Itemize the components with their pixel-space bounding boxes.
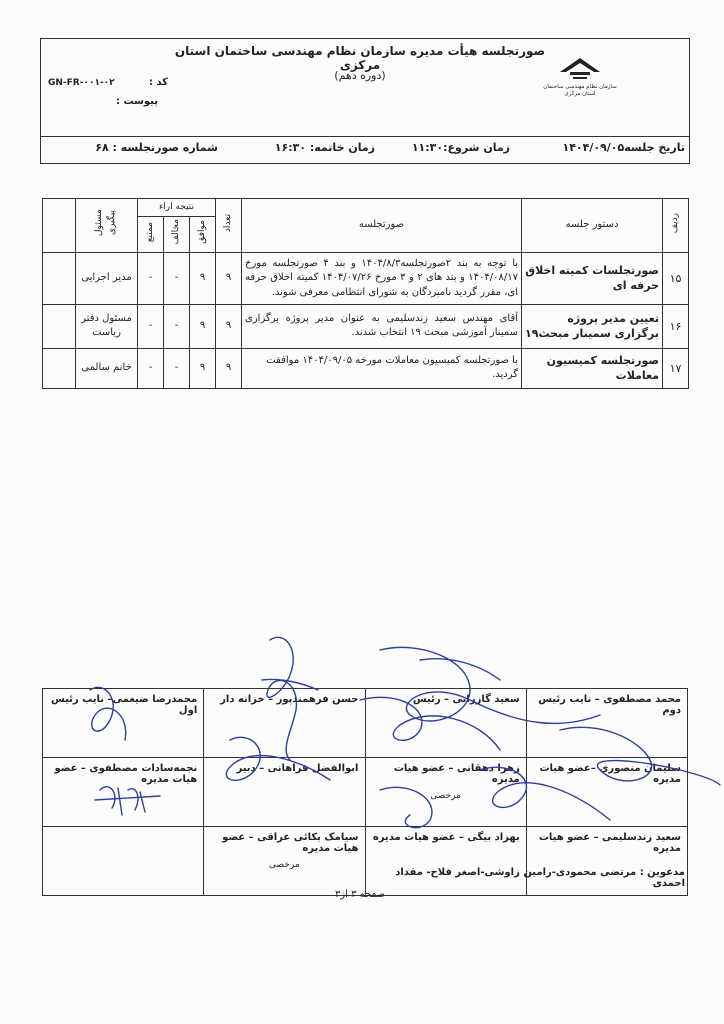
row-minutes: آقای مهندس سعید زندسلیمی به عنوان مدیر پروژه برگزاری سمینار آموزشی مبحث ۱۹ انتخاب شدند. bbox=[242, 304, 522, 348]
row-number: ۱۶ bbox=[663, 304, 689, 348]
row-minutes: با توجه به بند ۲صورتجلسه۱۴۰۴/۸/۳ و بند ۴ صورتجلسه مورخ ۱۴۰۴/۰۸/۱۷ و بند های ۲ و ۳ مورخ ۱۴۰۴/۰۷/۲۶ کمیته اخلاق حرفه ای، مقرر گردید نامبردگان به شورای انتظامی معرفی شوند. bbox=[242, 252, 522, 304]
code-label: کد : bbox=[148, 77, 168, 88]
header-responsible: مسئول پیگیری bbox=[76, 199, 138, 253]
row-number: ۱۷ bbox=[663, 348, 689, 388]
row-count: ۹ bbox=[216, 348, 242, 388]
signatory-name: زهرا دهقانی – عضو هیات مدیره bbox=[393, 763, 520, 785]
row-count: ۹ bbox=[216, 304, 242, 348]
row-spare bbox=[43, 304, 76, 348]
organization-logo bbox=[543, 50, 617, 110]
document-title: صورتجلسه هیأت مدیره سازمان نظام مهندسی ساختمان استان مرکزی bbox=[174, 44, 546, 72]
header-spare bbox=[43, 199, 76, 253]
table-header-row bbox=[43, 199, 689, 217]
row-responsible: خانم سالمی bbox=[76, 348, 138, 388]
row-agree: ۹ bbox=[190, 252, 216, 304]
signatory-name: محمد مصطفوی – نایب رئیس دوم bbox=[538, 694, 681, 716]
end-time: زمان خاتمه: ۱۶:۳۰ bbox=[274, 141, 375, 154]
row-spare bbox=[43, 252, 76, 304]
row-abstain: - bbox=[138, 304, 164, 348]
row-oppose: - bbox=[164, 304, 190, 348]
row-agenda: صورتجلسات کمیته اخلاق حرفه ای bbox=[522, 252, 663, 304]
signatory-name: بهزاد بیگی – عضو هیات مدیره bbox=[372, 832, 520, 843]
leave-note: مرخصی bbox=[269, 860, 300, 870]
row-oppose: - bbox=[164, 252, 190, 304]
page-number: صفحه ۳ از۳ bbox=[334, 889, 386, 900]
row-agenda: تعیین مدیر پروژه برگزاری سمینار مبحث۱۹ bbox=[522, 304, 663, 348]
attachment-label: پیوست : bbox=[115, 96, 158, 107]
header-agenda: دستور جلسه bbox=[522, 199, 663, 253]
row-number: ۱۵ bbox=[663, 252, 689, 304]
row-spare bbox=[43, 348, 76, 388]
logo-text: سازمان نظام مهندسی ساختمان استان مرکزی bbox=[543, 84, 617, 97]
signatory-name: سعید گازرانی – رئیس bbox=[412, 694, 520, 705]
start-time: زمان شروع:۱۱:۳۰ bbox=[411, 141, 510, 154]
invitees-line: مدعوین : مرتضی محمودی-رامین زاوشی-اصغر فلاح- مقداد احمدی bbox=[395, 867, 685, 889]
row-oppose: - bbox=[164, 348, 190, 388]
row-agree: ۹ bbox=[190, 348, 216, 388]
table-row bbox=[43, 304, 689, 348]
table-row bbox=[43, 348, 689, 388]
code-value: GN-FR-۰۰۱-۰۲ bbox=[48, 78, 115, 88]
header-minutes: صورتجلسه bbox=[242, 199, 522, 253]
row-abstain: - bbox=[138, 348, 164, 388]
header-abstain: ممتنع bbox=[138, 217, 164, 253]
signatory-name: حسن فرهمندپور – خزانه دار bbox=[220, 694, 359, 705]
table-row bbox=[43, 252, 689, 304]
row-responsible: مسئول دفتر ریاست bbox=[76, 304, 138, 348]
header-divider bbox=[40, 136, 690, 137]
header-count: تعداد bbox=[216, 199, 242, 253]
signatory-name: سلیمان منصوری –عضو هیات مدیره bbox=[539, 763, 681, 785]
meeting-date: تاریخ جلسه۱۴۰۴/۰۹/۰۵ bbox=[562, 141, 685, 154]
row-count: ۹ bbox=[216, 252, 242, 304]
row-agree: ۹ bbox=[190, 304, 216, 348]
row-abstain: - bbox=[138, 252, 164, 304]
signatory-name: سیامک بکائی عراقی – عضو هیات مدیره bbox=[222, 832, 359, 854]
document-subtitle: (دوره دهم) bbox=[334, 69, 386, 82]
handwritten-signatures bbox=[0, 620, 724, 880]
row-agenda: صورتجلسه کمیسیون معاملات bbox=[522, 348, 663, 388]
signatory-name: محمدرضا ضیغمی– نایب رئیس اول bbox=[50, 694, 198, 716]
signatory-name: ابوالفضل فراهانی – دبیر bbox=[236, 763, 359, 774]
row-responsible: مدیر اجرایی bbox=[76, 252, 138, 304]
header-oppose: مخالف bbox=[164, 217, 190, 253]
minutes-table bbox=[42, 198, 689, 389]
header-votes: نتیجه اراء bbox=[138, 199, 216, 217]
header-row-number: ردیف bbox=[663, 199, 689, 253]
signatory-name: سعید زندسلیمی – عضو هیات مدیره bbox=[538, 832, 681, 854]
header-agree: موافق bbox=[190, 217, 216, 253]
row-minutes: با صورتجلسه کمیسیون معاملات مورخه ۱۴۰۴/۰۹/۰۵ موافقت گردید. bbox=[242, 348, 522, 388]
minutes-number: شماره صورتجلسه : ۶۸ bbox=[95, 141, 218, 154]
signatory-name: نجمه‌سادات مصطفوی – عضو هیات مدیره bbox=[54, 763, 198, 785]
leave-note: مرخصی bbox=[430, 791, 461, 801]
